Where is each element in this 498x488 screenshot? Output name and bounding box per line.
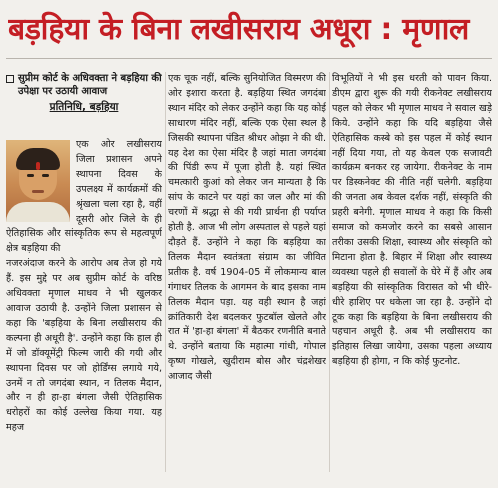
photo-eye-left: [27, 174, 34, 177]
column-divider-2: [329, 72, 330, 472]
photo-mouth: [32, 190, 44, 193]
portrait-photo: [6, 140, 70, 222]
column-divider-1: [165, 72, 166, 472]
column-2-body: एक चूक नहीं, बल्कि सुनियोजित विस्मरण की ओर इशारा करता है. बड़हिया स्थित जगदंबा स्थान मंदिर को लेकर उन्होंने कहा कि यह कोई साधारण मंदिर नहीं, बल्कि एक ऐसा स्थल है जिसकी स्थापना पंडित श्रीधर ओझा ने की थी. यह देश का ऐसा मंदिर है जहां माता जगदंबा की पिंडी रूप में पूजा होती है. यहां स्थित चमत्कारी कुआं को लेकर जन मान्यता है कि सांप के काटने पर यहां का जल और मां की चरणों में श्रद्धा से की गयी प्रार्थना ही पर्याप्त होती है. आज भी लोग अस्पताल से पहले यहां दौड़ते हैं. उन्होंने ने कहा कि बड़हिया का तिलक मैदान स्वतंत्रता संग्राम का जीवित प्रतीक है. वर्ष 1904-05 में लोकमान्य बाल गंगाधर तिलक के आगमन के बाद इसका नाम तिलक मैदान पड़ा. यह वही स्थान है जहां क्रांतिकारी देश बदलकर फुटबॉल खेलते और रात में 'हा-हा बंगला' में बैठकर रणनीति बनाते थे. उन्होंने बताया कि महात्मा गांधी, गोपाल कृष्ण गोखले, खुदीराम बोस और चंद्रशेखर आजाद जैसी: [168, 73, 326, 383]
subhead-block: [6, 72, 162, 114]
subhead: [6, 72, 162, 98]
column-2: [168, 72, 326, 385]
headline-rule: [6, 58, 492, 59]
photo-tika: [36, 162, 40, 170]
headline: बड़हिया के बिना लखीसराय अधूरा : मृणाल: [8, 12, 470, 47]
column-1-intro: [6, 138, 162, 257]
photo-eye-right: [42, 174, 49, 177]
column-1-body: नजरअंदाज करने के आरोप अब तेज हो गये हैं. इस मुद्दे पर अब सुप्रीम कोर्ट के वरिष्ठ अधिवक्ता मृणाल माधव ने भी खुलकर आवाज उठायी है. उन्होंने जिला प्रशासन से कहा कि 'बड़हिया के बिना लखीसराय की कल्पना ही अधूरी है'. उन्होंने कहा कि हाल ही में जो डॉक्यूमेंट्री फिल्म जारी की गयी और स्थापना दिवस पर जो होर्डिंग्स लगाये गये, उनमें न तो जगदंबा स्थान, न तिलक मैदान, और न ही हा-हा बंगला जैसी ऐतिहासिक धरोहरों का कोई उल्लेख किया गया. यह महज: [6, 258, 162, 434]
column-3: [332, 72, 492, 370]
byline: प्रतिनिधि, बड़हिया: [49, 101, 119, 113]
column-1-top-text: एक ओर लखीसराय जिला प्रशासन अपने स्थापना दिवस के उपलक्ष्य में कार्यक्रमों की श्रृंखला चला रहा है, वहीं दूसरी ओर जिले के ही ऐतिहासिक और सांस्कृतिक रूप से महत्वपूर्ण क्षेत्र बड़हिया की: [6, 139, 162, 255]
subhead-text: सुप्रीम कोर्ट के अधिवक्ता ने बड़हिया की उपेक्षा पर उठायी आवाज: [18, 73, 162, 97]
column-1: [6, 72, 162, 436]
photo-shirt: [6, 202, 70, 222]
spacer: [6, 120, 162, 138]
column-3-body: विभूतियों ने भी इस धरती को पावन किया. डीएम द्वारा शुरू की गयी रीकनेक्ट लखीसराय पहल को लेकर भी मृणाल माधव ने सवाल खड़े किये. उन्होंने कहा कि यदि बड़हिया जैसे ऐतिहासिक कस्बे को इस पहल में कोई स्थान नहीं दिया गया, तो यह केवल एक सजावटी कार्यक्रम बनकर रह जायेगा. रीकनेक्ट के नाम पर डिस्कनेक्ट की नीति नहीं चलेगी. बड़हिया की जनता अब केवल दर्शक नहीं, संस्कृति की प्रहरी बनेगी. मृणाल माधव ने कहा कि किसी समाज को कमजोर करने का सबसे आसान तरीका उसकी शिक्षा, स्वास्थ्य और संस्कृति को मिटाना होता है. बिहार में शिक्षा और स्वास्थ्य व्यवस्था पहले ही सवालों के घेरे में हैं और अब बड़हिया की सांस्कृतिक विरासत को भी धीरे-धीरे हाशिए पर धकेला जा रहा है. उन्होंने दो टूक कहा कि बड़हिया के बिना लखीसराय की पहचान अधूरी है. अब भी लखीसराय का इतिहास लिखा जायेगा, उसका पहला अध्याय बड़हिया ही होगा, न कि कोई फुटनोट.: [332, 73, 492, 368]
square-bullet-icon: [6, 75, 14, 83]
